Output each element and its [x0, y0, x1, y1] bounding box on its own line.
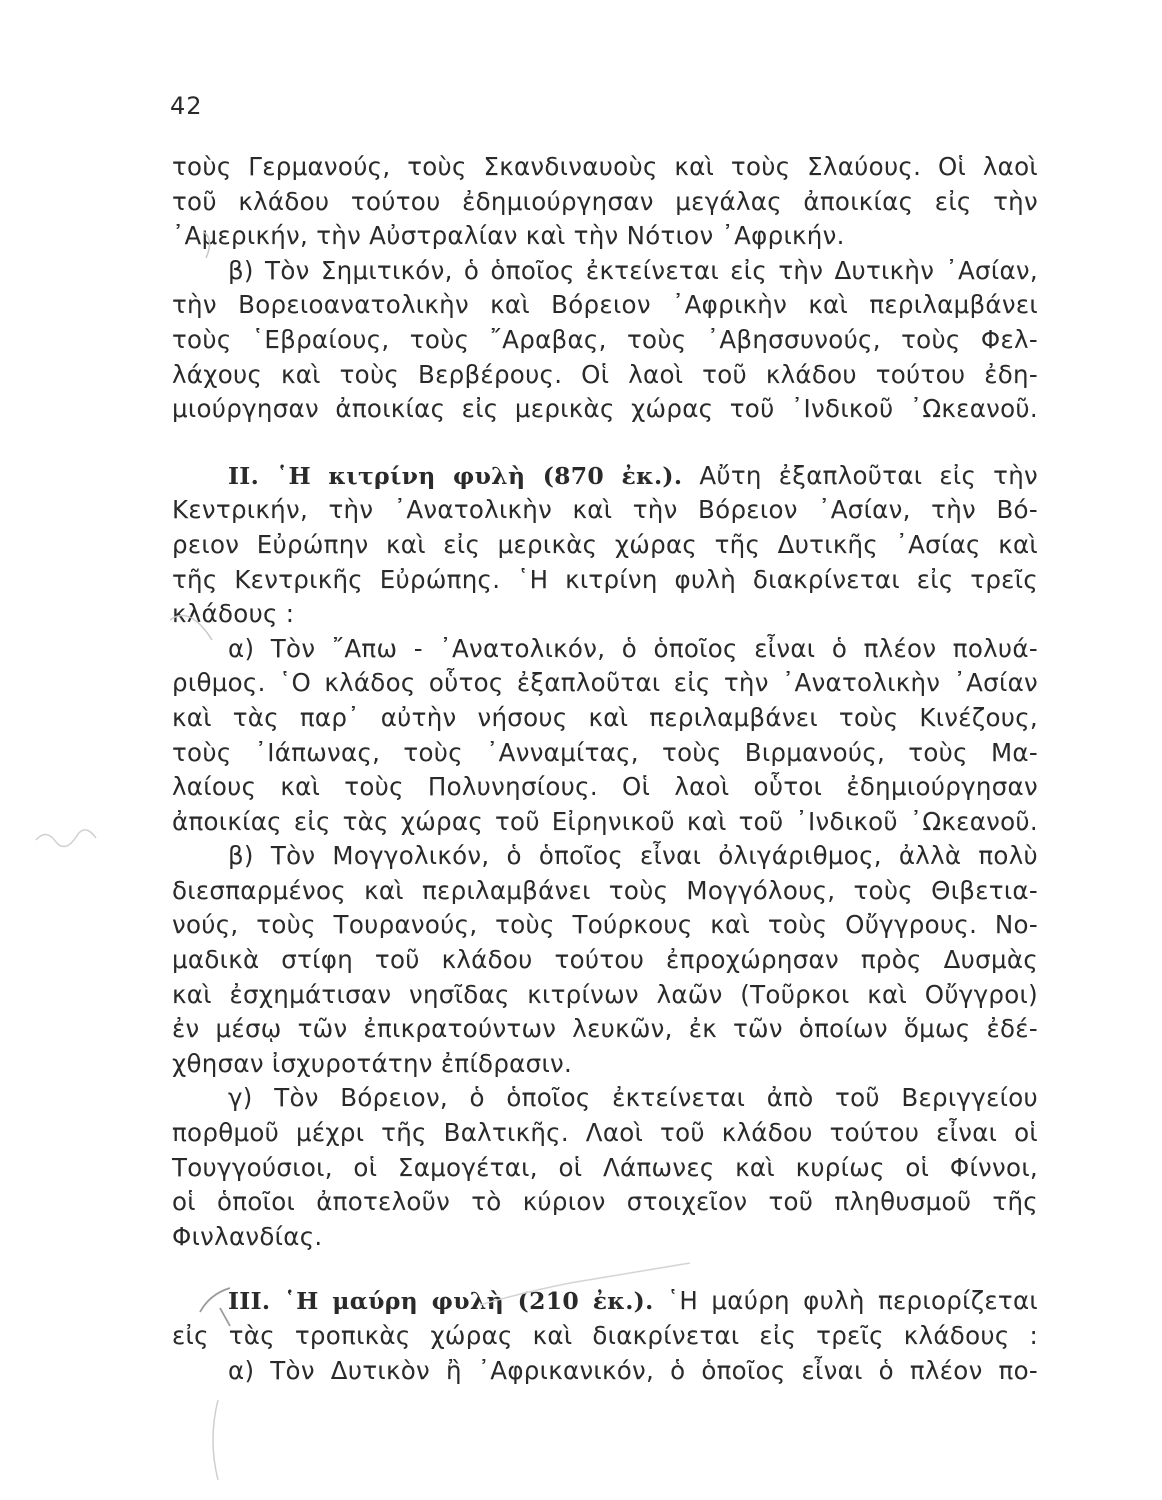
text-line: κλάδους : — [172, 599, 295, 629]
pencil-stroke — [36, 830, 96, 847]
text-line: Φινλανδίας. — [172, 1221, 323, 1251]
section-heading-line — [172, 459, 1038, 494]
section-heading: III. ῾Η μαύρη φυλὴ (210 ἐκ.). — [228, 1287, 654, 1316]
text-line: ἀποικίας εἰς τὰς χώρας τοῦ Εἰρηνικοῦ καὶ τοῦ ᾿Ινδικοῦ ᾿Ωκεανοῦ. — [172, 806, 1038, 836]
text-line: μαδικὰ στίφη τοῦ κλάδου τούτου ἐπροχώρησαν πρὸς Δυσμὰς — [172, 945, 1038, 975]
text-line: νούς, τοὺς Τουρανούς, τοὺς Τούρκους καὶ τοὺς Οὔγγρους. Νο- — [172, 910, 1038, 940]
text-line: τῆς Κεντρικῆς Εὐρώπης. ῾Η κιτρίνη φυλὴ διακρίνεται εἰς τρεῖς — [172, 564, 1038, 594]
text-line: καὶ ἐσχημάτισαν νησῖδας κιτρίνων λαῶν (Τοῦρκοι καὶ Οὔγγροι) — [172, 979, 1038, 1009]
text-line: μιούργησαν ἀποικίας εἰς μερικὰς χώρας τοῦ ᾿Ινδικοῦ ᾿Ωκεανοῦ. — [172, 394, 1038, 424]
text-line: Κεντρικήν, τὴν ᾿Ανατολικὴν καὶ τὴν Βόρειον ᾿Ασίαν, τὴν Βό- — [172, 495, 1038, 525]
section-heading-line — [172, 1284, 1038, 1319]
text-line: β) Τὸν Σημιτικόν, ὁ ὁποῖος ἐκτείνεται εἰς τὴν Δυτικὴν ᾿Ασίαν, — [228, 255, 1038, 285]
text-line: διεσπαρμένος καὶ περιλαμβάνει τοὺς Μογγόλους, τοὺς Θιβετια- — [172, 875, 1038, 905]
text-line: τοὺς Γερμανούς, τοὺς Σκανδιναυοὺς καὶ τοὺς Σλαύους. Οἱ λαοὶ — [172, 152, 1038, 181]
section-heading: II. ῾Η κιτρίνη φυλὴ (870 ἐκ.). — [228, 461, 683, 490]
text-line: α) Τὸν ῎Απω - ᾿Ανατολικόν, ὁ ὁποῖος εἶναι ὁ πλέον πολυά- — [228, 633, 1038, 663]
text-line: χθησαν ἰσχυροτάτην ἐπίδρασιν. — [172, 1048, 573, 1078]
page-number: 42 — [170, 92, 203, 120]
text-line: τοὺς ᾿Ιάπωνας, τοὺς ᾿Ανναμίτας, τοὺς Βιρμανούς, τοὺς Μα- — [172, 737, 1038, 767]
text-line: ἐν μέσῳ τῶν ἐπικρατούντων λευκῶν, ἐκ τῶν ὁποίων ὅμως ἐδέ- — [172, 1014, 1038, 1044]
text-line: ρειον Εὐρώπην καὶ εἰς μερικὰς χώρας τῆς Δυτικῆς ᾿Ασίας καὶ — [172, 529, 1038, 559]
text-line: ᾿Αμερικήν, τὴν Αὐστραλίαν καὶ τὴν Νότιον ᾿Αφρικήν. — [172, 221, 845, 251]
text-line: Τουγγούσιοι, οἱ Σαμογέται, οἱ Λάπωνες καὶ κυρίως οἱ Φίννοι, — [172, 1152, 1038, 1182]
page-body — [172, 150, 1038, 1388]
text-line: τὴν Βορειοανατολικὴν καὶ Βόρειον ᾿Αφρικὴν καὶ περιλαμβάνει — [172, 290, 1038, 320]
text-line: τοῦ κλάδου τούτου ἐδημιούργησαν μεγάλας ἀποικίας εἰς τὴν — [172, 186, 1038, 216]
text-line: ριθμος. ῾Ο κλάδος οὗτος ἐξαπλοῦται εἰς τὴν ᾿Ανατολικὴν ᾿Ασίαν — [172, 668, 1038, 698]
text-line: πορθμοῦ μέχρι τῆς Βαλτικῆς. Λαοὶ τοῦ κλάδου τούτου εἶναι οἱ — [172, 1118, 1038, 1148]
text-line: οἱ ὁποῖοι ἀποτελοῦν τὸ κύριον στοιχεῖον τοῦ πληθυσμοῦ τῆς — [172, 1187, 1038, 1217]
text-line: γ) Τὸν Βόρειον, ὁ ὁποῖος ἐκτείνεται ἀπὸ τοῦ Βεριγγείου — [228, 1083, 1038, 1113]
text-line: β) Τὸν Μογγολικόν, ὁ ὁποῖος εἶναι ὀλιγάριθμος, ἀλλὰ πολὺ — [228, 841, 1038, 871]
text-line: λάχους καὶ τοὺς Βερβέρους. Οἱ λαοὶ τοῦ κλάδου τούτου ἐδη- — [172, 359, 1038, 389]
text-line: τοὺς ῾Εβραίους, τοὺς ῎Αραβας, τοὺς ᾿Αβησσυνούς, τοὺς Φελ- — [172, 324, 1038, 354]
text-line: καὶ τὰς παρ᾿ αὐτὴν νήσους καὶ περιλαμβάνει τοὺς Κινέζους, — [172, 702, 1038, 732]
heading-line-rest: ῾Η μαύρη φυλὴ περιορίζεται — [666, 1286, 1038, 1316]
text-line: εἰς τὰς τροπικὰς χώρας καὶ διακρίνεται εἰς τρεῖς κλάδους : — [172, 1321, 1038, 1350]
text-line: α) Τὸν Δυτικὸν ἢ ᾿Αφρικανικόν, ὁ ὁποῖος εἶναι ὁ πλέον πο- — [228, 1355, 1038, 1385]
heading-line-rest: Αὔτη ἐξαπλοῦται εἰς τὴν — [699, 460, 1039, 490]
text-line: λαίους καὶ τοὺς Πολυνησίους. Οἱ λαοὶ οὗτοι ἐδημιούργησαν — [172, 772, 1038, 802]
pencil-stroke — [213, 1400, 218, 1480]
